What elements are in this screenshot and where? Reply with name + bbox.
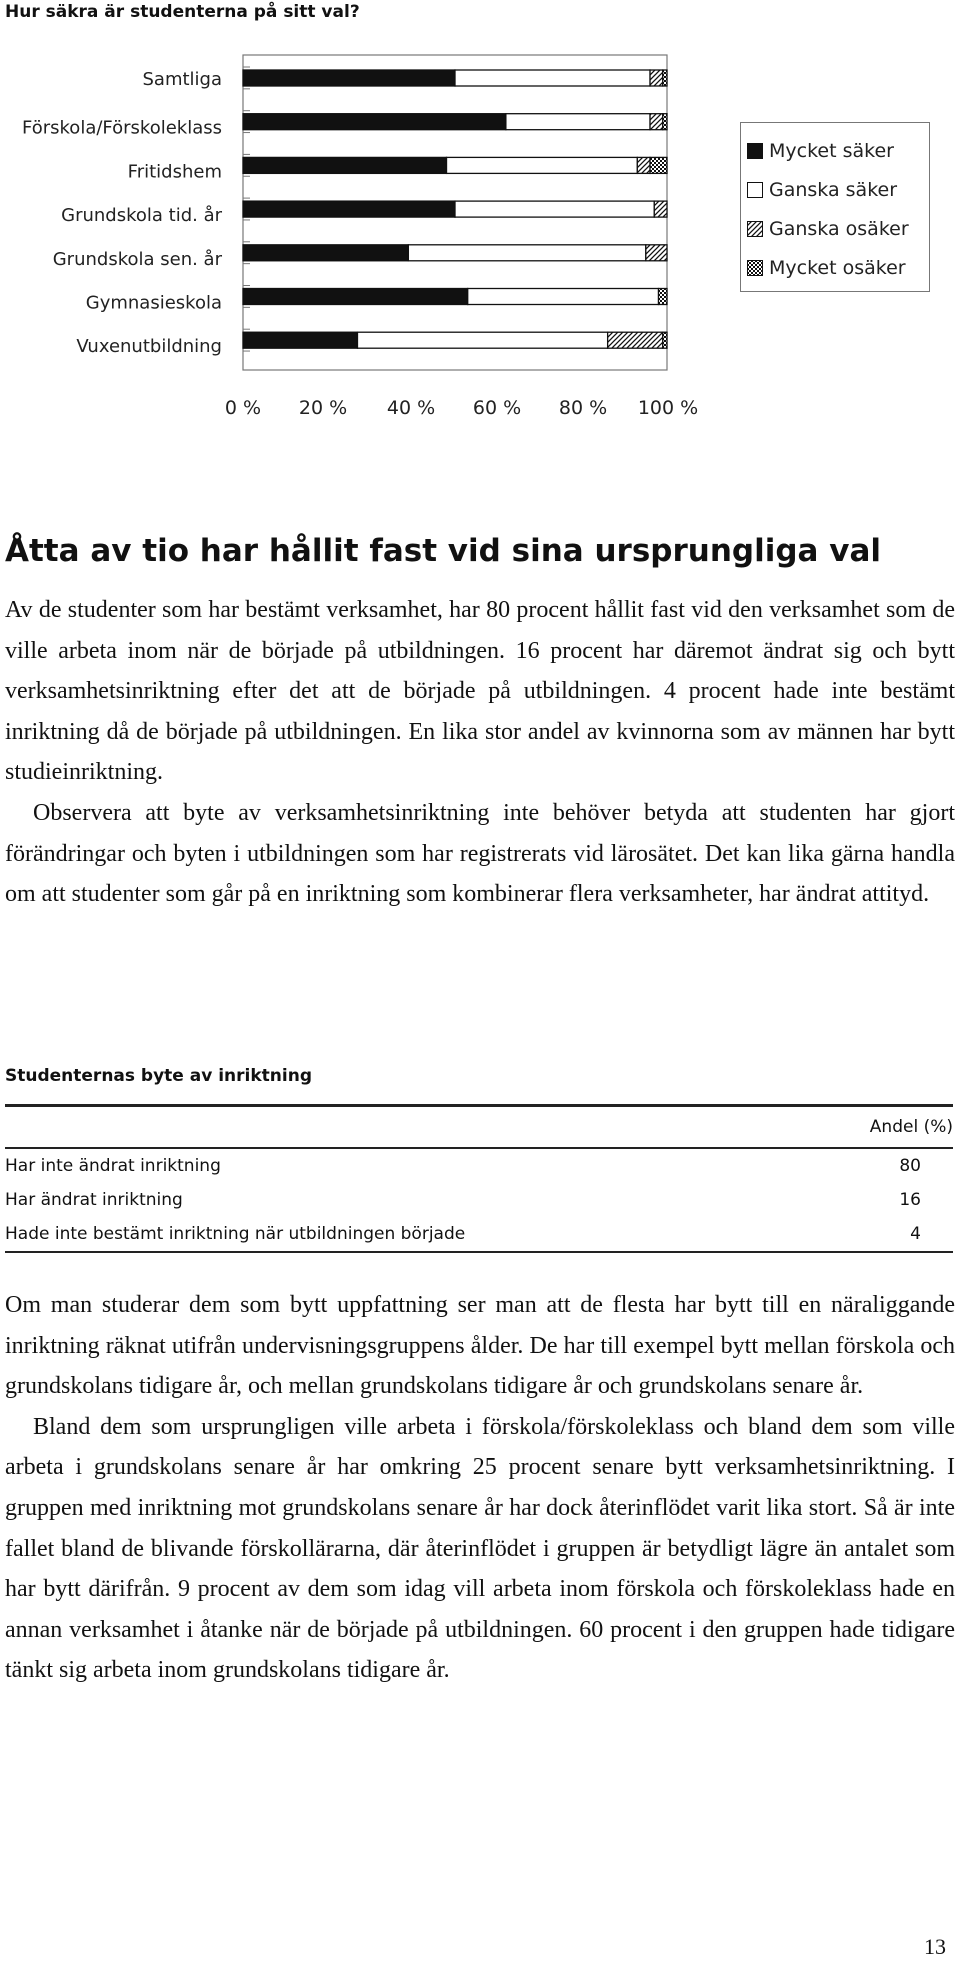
paragraph: Bland dem som ursprungligen ville arbeta i förskola/förskoleklass och bland dem som ville arbeta i grundskolans senare år har omkring 25 procent senare bytt verksamhetsinriktning. I gruppen med inriktning mot grundskolans senare år har dock återinflödet varit lika stort. Så är inte fallet bland de blivande förskollärarna, där återinflödet i gruppen är betydligt lägre än antalet som har bytt därifrån. 9 procent av dem som idag vill arbeta inom förskola och förskoleklass hade en annan verksamhet i åtanke när de började på utbildningen. 60 procent i den gruppen hade tidigare tänkt sig arbeta inom grundskolans tidigare år. bbox=[5, 1413, 955, 1684]
bar-ganska-s-ker-gymnasieskola bbox=[468, 289, 659, 305]
legend-label: Mycket säker bbox=[769, 139, 894, 162]
x-tick-label: 60 % bbox=[472, 397, 522, 419]
bar-mycket-os-ker-fritidshem bbox=[650, 157, 667, 173]
table-header-spacer bbox=[5, 1106, 808, 1149]
table-cell-value: 80 bbox=[899, 1156, 921, 1176]
bar-mycket-os-ker-vuxenutbildning bbox=[663, 332, 667, 348]
body-text-closing bbox=[5, 1285, 955, 1691]
x-tick-label: 100 % bbox=[637, 397, 699, 419]
table-row bbox=[5, 1217, 953, 1252]
paragraph: Observera att byte av verksamhetsinriktning inte behöver betyda att studenten har gjort förändringar och byten i utbildningen som har registrerats vid lärosätet. Det kan lika gärna handla om att studenter som går på en inriktning som kombinerar flera verksamheter, har ändrat attityd. bbox=[5, 799, 955, 908]
legend-label: Ganska osäker bbox=[769, 217, 909, 240]
bar-mycket-os-ker-gymnasieskola bbox=[659, 289, 667, 305]
bar-mycket-s-ker-grundskola-tid-r bbox=[243, 201, 455, 217]
bar-ganska-s-ker-grundskola-tid-r bbox=[455, 201, 654, 217]
legend-item-ganska-osaker bbox=[747, 209, 923, 248]
table-row bbox=[5, 1148, 953, 1183]
x-tick-label: 20 % bbox=[298, 397, 348, 419]
chart-legend bbox=[740, 122, 930, 292]
table-cell-value: 4 bbox=[910, 1224, 921, 1244]
data-table bbox=[5, 1104, 953, 1253]
bar-ganska-os-ker-f-rskola-f-rskoleklass bbox=[650, 114, 663, 130]
body-text-intro bbox=[5, 590, 955, 915]
table-header-share: Andel (%) bbox=[869, 1117, 953, 1137]
bar-mycket-s-ker-gymnasieskola bbox=[243, 289, 468, 305]
bar-ganska-s-ker-fritidshem bbox=[447, 157, 638, 173]
table-cell-value: 16 bbox=[899, 1190, 921, 1210]
table-row bbox=[5, 1183, 953, 1217]
table-header-row bbox=[5, 1106, 953, 1149]
category-label-grundskola-tid-r: Grundskola tid. år bbox=[61, 205, 222, 227]
legend-item-ganska-saker bbox=[747, 170, 923, 209]
category-label-vuxenutbildning: Vuxenutbildning bbox=[76, 336, 222, 358]
x-tick-label: 40 % bbox=[386, 397, 436, 419]
x-tick-label: 80 % bbox=[558, 397, 608, 419]
x-tick-label: 0 % bbox=[224, 397, 262, 419]
bar-mycket-s-ker-fritidshem bbox=[243, 157, 447, 173]
legend-item-mycket-osaker bbox=[747, 248, 923, 287]
legend-swatch-checker bbox=[747, 260, 763, 276]
bar-mycket-s-ker-grundskola-sen-r bbox=[243, 245, 408, 261]
legend-swatch-diagonal bbox=[747, 221, 763, 237]
legend-label: Ganska säker bbox=[769, 178, 898, 201]
section-heading: Åtta av tio har hållit fast vid sina ursprungliga val bbox=[5, 533, 882, 569]
paragraph: Av de studenter som har bestämt verksamhet, har 80 procent hållit fast vid den verksamhet som de ville arbeta inom när de började på utbildningen. 16 procent har däremot ändrat sig och bytt verksamhetsinriktning efter det att de började på utbildningen. 4 procent hade inte bestämt inriktning då de började på utbildningen. En lika stor andel av kvinnorna som av männen har bytt studieinriktning. bbox=[5, 597, 955, 786]
bar-ganska-os-ker-samtliga bbox=[650, 70, 663, 86]
paragraph: Om man studerar dem som bytt uppfattning ser man att de flesta har bytt till en näraliggande inriktning räknat utifrån undervisningsgruppens ålder. De har till exempel bytt mellan förskola och grundskolans tidigare år, och mellan grundskolans tidigare år och grundskolans senare år. bbox=[5, 1292, 955, 1400]
category-label-samtliga: Samtliga bbox=[142, 69, 222, 90]
bar-mycket-os-ker-samtliga bbox=[663, 70, 667, 86]
table-title: Studenternas byte av inriktning bbox=[5, 1066, 312, 1086]
bar-ganska-os-ker-fritidshem bbox=[637, 157, 650, 173]
bar-ganska-s-ker-f-rskola-f-rskoleklass bbox=[506, 114, 650, 130]
chart-title: Hur säkra är studenterna på sitt val? bbox=[5, 2, 360, 22]
bar-mycket-s-ker-samtliga bbox=[243, 70, 455, 86]
bar-mycket-s-ker-f-rskola-f-rskoleklass bbox=[243, 114, 506, 130]
bar-ganska-s-ker-grundskola-sen-r bbox=[408, 245, 645, 261]
bar-ganska-os-ker-grundskola-sen-r bbox=[646, 245, 667, 261]
bar-ganska-os-ker-vuxenutbildning bbox=[608, 332, 663, 348]
category-label-gymnasieskola: Gymnasieskola bbox=[85, 292, 222, 314]
legend-label: Mycket osäker bbox=[769, 256, 906, 279]
category-label-f-rskola-f-rskoleklass: Förskola/Förskoleklass bbox=[22, 117, 222, 139]
legend-swatch-solid bbox=[747, 143, 763, 159]
bar-ganska-s-ker-samtliga bbox=[455, 70, 650, 86]
table-cell-label: Har ändrat inriktning bbox=[5, 1190, 183, 1210]
legend-item-mycket-saker bbox=[747, 131, 923, 170]
chart-bars bbox=[243, 70, 667, 348]
table-cell-label: Hade inte bestämt inriktning när utbildningen började bbox=[5, 1224, 466, 1244]
page-number: 13 bbox=[924, 1934, 946, 1959]
bar-mycket-s-ker-vuxenutbildning bbox=[243, 332, 357, 348]
bar-ganska-os-ker-grundskola-tid-r bbox=[654, 201, 667, 217]
category-label-fritidshem: Fritidshem bbox=[127, 161, 222, 183]
bar-mycket-os-ker-f-rskola-f-rskoleklass bbox=[663, 114, 667, 130]
category-label-grundskola-sen-r: Grundskola sen. år bbox=[52, 248, 222, 270]
bar-ganska-s-ker-vuxenutbildning bbox=[357, 332, 607, 348]
legend-swatch-white bbox=[747, 182, 763, 198]
table-cell-label: Har inte ändrat inriktning bbox=[5, 1156, 221, 1176]
